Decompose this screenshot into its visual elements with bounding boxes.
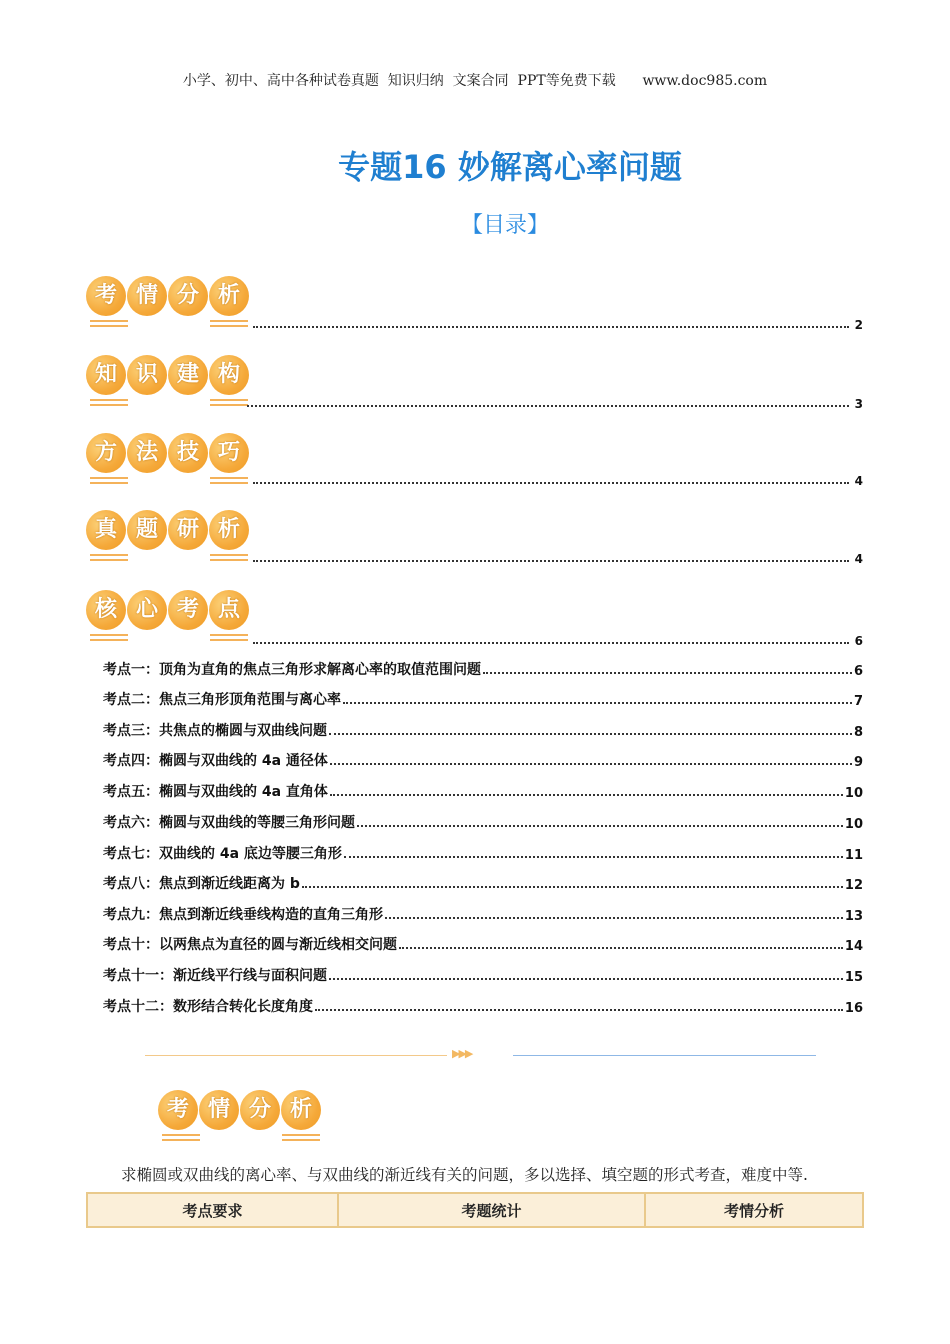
toc-page-number: 4	[854, 474, 863, 488]
badge-deco	[210, 475, 248, 487]
badge-char: 析	[281, 1090, 321, 1130]
toc-entry-text: 考点三：共焦点的椭圆与双曲线问题	[103, 720, 329, 740]
table-header-cell: 考题统计	[338, 1193, 645, 1227]
badge-deco	[90, 397, 128, 409]
toc-entry-5[interactable]	[103, 781, 863, 801]
badge-deco	[90, 632, 128, 644]
badge-deco	[282, 1132, 320, 1144]
badge-char: 分	[168, 276, 208, 316]
section-badge-zhenti[interactable]	[86, 510, 249, 570]
toc-page-number: 7	[853, 694, 863, 709]
toc-entry-6[interactable]	[103, 812, 863, 832]
toc-entry-3[interactable]	[103, 720, 863, 740]
toc-heading: 【目录】	[460, 213, 549, 238]
section-badge-kaoqing[interactable]	[86, 276, 249, 336]
toc-entry-4[interactable]	[103, 750, 863, 770]
badge-char: 考	[158, 1090, 198, 1130]
badge-char: 技	[168, 433, 208, 473]
section-badge-zhishi[interactable]	[86, 355, 249, 415]
toc-leader[interactable]	[247, 395, 863, 411]
toc-entry-text: 考点十一：渐近线平行线与面积问题	[103, 965, 329, 985]
toc-page-number: 14	[844, 939, 863, 954]
toc-page-number: 4	[854, 552, 863, 566]
toc-page-number: 13	[844, 909, 863, 924]
toc-entry-text: 考点八：焦点到渐近线距离为 b	[103, 873, 302, 893]
toc-leader[interactable]	[253, 472, 863, 488]
toc-entry-12[interactable]	[103, 996, 863, 1016]
badge-deco	[210, 397, 248, 409]
badge-char: 情	[127, 276, 167, 316]
toc-entry-text: 考点九：焦点到渐近线垂线构造的直角三角形	[103, 904, 385, 924]
badge-char: 考	[168, 590, 208, 630]
toc-leader[interactable]	[253, 632, 863, 648]
arrows-icon: ▶▶▶	[452, 1047, 472, 1060]
toc-entry-10[interactable]	[103, 934, 863, 954]
badge-char: 真	[86, 510, 126, 550]
table-header-cell: 考点要求	[87, 1193, 338, 1227]
badge-char: 分	[240, 1090, 280, 1130]
toc-entry-text: 考点十：以两焦点为直径的圆与渐近线相交问题	[103, 934, 399, 954]
toc-leader[interactable]	[253, 316, 863, 332]
toc-entry-7[interactable]	[103, 843, 863, 863]
badge-char: 核	[86, 590, 126, 630]
intro-paragraph: 求椭圆或双曲线的离心率、与双曲线的渐近线有关的问题，多以选择、填空题的形式考查，难度中等.	[121, 1166, 808, 1184]
toc-page-number: 16	[844, 1001, 863, 1016]
toc-page-number: 8	[853, 725, 863, 740]
section-badge-kaoqing-body	[158, 1090, 321, 1150]
badge-char: 方	[86, 433, 126, 473]
toc-page-number: 15	[844, 970, 863, 985]
badge-char: 考	[86, 276, 126, 316]
badge-char: 识	[127, 355, 167, 395]
toc-entry-11[interactable]	[103, 965, 863, 985]
toc-page-number: 11	[844, 848, 863, 863]
toc-page-number: 10	[844, 786, 863, 801]
toc-entry-text: 考点二：焦点三角形顶角范围与离心率	[103, 689, 343, 709]
badge-deco	[210, 632, 248, 644]
badge-char: 构	[209, 355, 249, 395]
badge-deco	[90, 475, 128, 487]
toc-entry-text: 考点六：椭圆与双曲线的等腰三角形问题	[103, 812, 357, 832]
toc-entry-text: 考点四：椭圆与双曲线的 4a 通径体	[103, 750, 330, 770]
section-badge-hexin[interactable]	[86, 590, 249, 650]
toc-page-number: 6	[854, 634, 863, 648]
badge-char: 研	[168, 510, 208, 550]
table-header-cell: 考情分析	[645, 1193, 863, 1227]
badge-char: 题	[127, 510, 167, 550]
toc-entry-1[interactable]	[103, 659, 863, 679]
badge-deco	[90, 318, 128, 330]
badge-deco	[90, 552, 128, 564]
toc-entry-2[interactable]	[103, 689, 863, 709]
page-title: 专题16 妙解离心率问题	[338, 148, 682, 186]
badge-deco	[162, 1132, 200, 1144]
badge-deco	[210, 552, 248, 564]
badge-char: 巧	[209, 433, 249, 473]
toc-page-number: 6	[853, 664, 863, 679]
badge-char: 知	[86, 355, 126, 395]
badge-char: 析	[209, 510, 249, 550]
page-header: 小学、初中、高中各种试卷真题 知识归纳 文案合同 PPT等免费下载 www.doc985.com	[182, 73, 768, 89]
table-header-row	[87, 1193, 863, 1227]
badge-char: 心	[127, 590, 167, 630]
badge-char: 情	[199, 1090, 239, 1130]
badge-char: 建	[168, 355, 208, 395]
badge-char: 法	[127, 433, 167, 473]
badge-char: 点	[209, 590, 249, 630]
badge-char: 析	[209, 276, 249, 316]
toc-page-number: 9	[853, 755, 863, 770]
toc-page-number: 2	[854, 318, 863, 332]
toc-leader[interactable]	[253, 550, 863, 566]
toc-page-number: 10	[844, 817, 863, 832]
toc-entry-9[interactable]	[103, 904, 863, 924]
toc-entry-text: 考点五：椭圆与双曲线的 4a 直角体	[103, 781, 330, 801]
badge-deco	[210, 318, 248, 330]
toc-page-number: 12	[844, 878, 863, 893]
toc-entry-text: 考点七：双曲线的 4a 底边等腰三角形	[103, 843, 344, 863]
toc-entry-8[interactable]	[103, 873, 863, 893]
section-badge-fangfa[interactable]	[86, 433, 249, 493]
toc-page-number: 3	[854, 397, 863, 411]
toc-entry-text: 考点一：顶角为直角的焦点三角形求解离心率的取值范围问题	[103, 659, 483, 679]
toc-entry-text: 考点十二：数形结合转化长度角度	[103, 996, 315, 1016]
requirements-table	[86, 1192, 864, 1228]
